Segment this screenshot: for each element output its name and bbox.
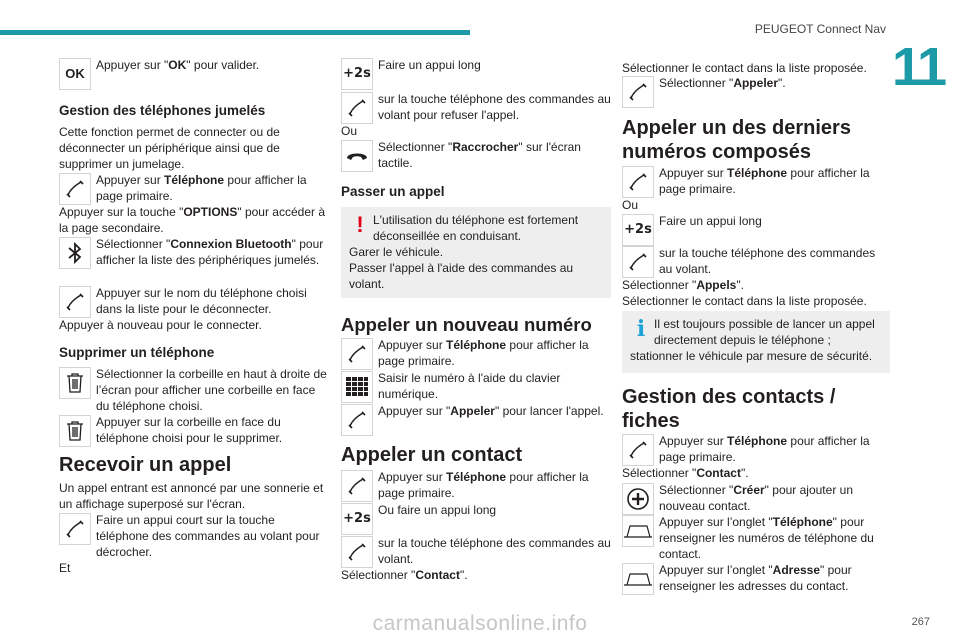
chapter-number: 11	[892, 37, 946, 97]
phone-icon	[622, 246, 654, 278]
manage-step-1: Appuyer sur Téléphone pour afficher la page primaire.	[622, 433, 890, 468]
paired-step-3: Sélectionner "Connexion Bluetooth" pour afficher la liste des périphériques jumelés.	[59, 236, 327, 271]
phone-icon	[341, 338, 373, 370]
refuse-step-2: sur la touche téléphone des commandes au volant pour refuser l'appel.	[341, 91, 611, 126]
recent-calls-heading: Appeler un des derniers numéros composés	[622, 117, 851, 163]
manage-step-3: Sélectionner "Créer" pour ajouter un nouveau contact.	[622, 482, 890, 517]
contact-step-2: +2s Ou faire un appui long	[341, 502, 611, 537]
new-step-3: Appuyer sur "Appeler" pour lancer l'appel.	[341, 403, 611, 438]
select-contact-step: Sélectionner le contact dans la liste proposée.	[622, 61, 867, 75]
info-note: i Il est toujours possible de lancer un appel directement depuis le téléphone ; stationner le véhicule par mesure de sécurité.	[622, 311, 890, 373]
manage-step-4: Appuyer sur l’onglet "Téléphone" pour renseigner les numéros de téléphone du contact.	[622, 514, 890, 562]
warning-note: ! L'utilisation du téléphone est fortement déconseillée en conduisant. Garer le véhicule. Passer l'appel à l'aide des commandes au volant.	[341, 207, 611, 298]
call-step: Sélectionner "Appeler".	[622, 75, 890, 110]
ok-icon: OK	[59, 58, 91, 90]
recent-step-3: sur la touche téléphone des commandes au volant.	[622, 245, 890, 280]
long-press-icon: +2s	[622, 214, 654, 246]
or-label: Ou	[622, 198, 639, 212]
new-number-heading: Appeler un nouveau numéro	[341, 314, 592, 335]
paired-step-1: Appuyer sur Téléphone pour afficher la page primaire.	[59, 172, 327, 207]
paired-step-2: Appuyer sur la touche "OPTIONS" pour accéder à la page secondaire.	[59, 205, 326, 235]
paired-phones-heading: Gestion des téléphones jumelés	[59, 103, 266, 118]
bluetooth-icon	[59, 237, 91, 269]
phone-icon	[622, 166, 654, 198]
contact-step-3: sur la touche téléphone des commandes au volant.	[341, 535, 611, 570]
or-label: Ou	[341, 124, 358, 138]
page-number: 267	[911, 616, 930, 628]
contact-step-1: Appuyer sur Téléphone pour afficher la page primaire.	[341, 469, 611, 504]
hangup-step: Sélectionner "Raccrocher" sur l'écran tactile.	[341, 139, 611, 174]
recent-step-5: Sélectionner le contact dans la liste proposée.	[622, 294, 867, 308]
receive-intro: Un appel entrant est annoncé par une sonnerie et un affichage superposé sur l'écran.	[59, 481, 324, 511]
watermark: carmanualsonline.info	[372, 612, 588, 635]
running-header: PEUGEOT Connect Nav	[754, 22, 886, 36]
paired-step-4: Appuyer sur le nom du téléphone choisi dans la liste pour le déconnecter.	[59, 285, 327, 320]
hang-up-icon	[341, 140, 373, 172]
tab-icon	[622, 515, 654, 547]
trash-icon	[59, 367, 91, 399]
phone-icon	[59, 173, 91, 205]
manage-contacts-heading: Gestion des contacts / fiches	[622, 386, 836, 432]
phone-icon	[341, 404, 373, 436]
keypad-icon	[341, 371, 373, 403]
warning-icon: !	[356, 212, 364, 237]
phone-icon	[622, 76, 654, 108]
tab-icon	[622, 563, 654, 595]
new-step-2: Saisir le numéro à l'aide du clavier numérique.	[341, 370, 611, 405]
header-accent-bar	[0, 30, 470, 35]
new-step-1: Appuyer sur Téléphone pour afficher la page primaire.	[341, 337, 611, 372]
long-press-icon: +2s	[341, 503, 373, 535]
add-contact-icon	[622, 483, 654, 515]
contact-step-4: Sélectionner "Contact".	[341, 568, 468, 582]
delete-step-1: Sélectionner la corbeille en haut à droite de l’écran pour afficher une corbeille en face du téléphone choisi.	[59, 366, 327, 414]
recent-step-1: Appuyer sur Téléphone pour afficher la page primaire.	[622, 165, 890, 200]
call-contact-heading: Appeler un contact	[341, 444, 523, 466]
delete-step-2: Appuyer sur la corbeille en face du téléphone choisi pour le supprimer.	[59, 414, 327, 449]
info-icon: i	[636, 316, 646, 342]
delete-phone-heading: Supprimer un téléphone	[59, 345, 215, 360]
recent-step-4: Sélectionner "Appels".	[622, 278, 744, 292]
manage-step-2: Sélectionner "Contact".	[622, 466, 749, 480]
receive-call-heading: Recevoir un appel	[59, 454, 232, 476]
ok-step: OK Appuyer sur "OK" pour valider.	[59, 57, 327, 92]
phone-icon	[59, 513, 91, 545]
refuse-step-1: +2s Faire un appui long	[341, 57, 611, 92]
phone-icon	[59, 286, 91, 318]
receive-step-1: Faire un appui court sur la touche téléphone des commandes au volant pour décrocher.	[59, 512, 327, 560]
receive-step-2: Et	[59, 561, 71, 575]
phone-icon	[622, 434, 654, 466]
trash-icon	[59, 415, 91, 447]
phone-icon	[341, 470, 373, 502]
recent-step-2: +2s Faire un appui long	[622, 213, 890, 248]
manage-step-5: Appuyer sur l’onglet "Adresse" pour renseigner les adresses du contact.	[622, 562, 890, 597]
phone-icon	[341, 92, 373, 124]
long-press-icon: +2s	[341, 58, 373, 90]
paired-intro: Cette fonction permet de connecter ou de déconnecter un périphérique ainsi que de supprimer un jumelage.	[59, 125, 280, 171]
paired-step-5: Appuyer à nouveau pour le connecter.	[59, 318, 262, 332]
place-call-heading: Passer un appel	[341, 184, 445, 199]
phone-icon	[341, 536, 373, 568]
